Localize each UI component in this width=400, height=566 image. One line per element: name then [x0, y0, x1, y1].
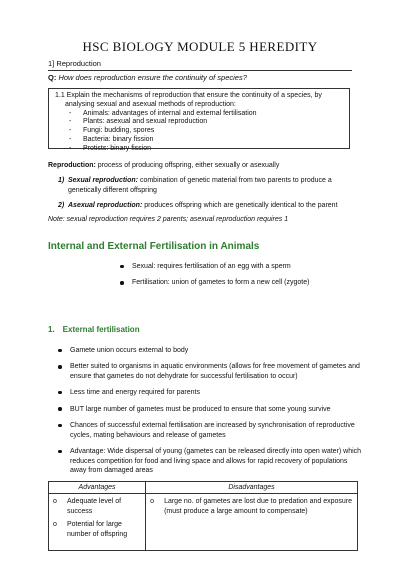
outcome-line-2: analysing sexual and asexual methods of reproduction: — [65, 100, 236, 108]
outcome-item: - Bacteria: binary fission — [69, 135, 154, 143]
bullet-icon — [58, 365, 62, 369]
bullet-icon — [58, 407, 62, 411]
bullet-item: Chances of successful external fertilisation are increased by synchronisation of reproductive cycles, mating behaviours and release of gametes — [48, 421, 363, 440]
disadvantages-header: Disadvantages — [146, 482, 358, 494]
list-item: o Adequate level of success — [53, 498, 122, 515]
bullet-icon — [58, 349, 62, 353]
outcome-item: - Plants: asexual and sexual reproduction — [69, 118, 208, 126]
bullet-icon — [58, 424, 62, 428]
bullet-item: Gamete union occurs external to body — [48, 346, 363, 355]
bullet-icon — [58, 391, 62, 395]
sexual-reproduction-definition: 1) Sexual reproduction: combination of genetic material from two parents to produce a genetically different offspring — [58, 177, 332, 194]
section-divider — [48, 70, 352, 71]
bullet-item: Sexual: requires fertilisation of an egg with a sperm — [110, 262, 355, 271]
focus-question — [48, 73, 247, 83]
bullet-item: Better suited to organisms in aquatic environments (allows for free movement of gametes and ensure that gametes do not dehydrate for successful fertilisation to occur) — [48, 362, 363, 381]
outcome-list — [55, 110, 343, 154]
question-label: Q: — [48, 73, 57, 82]
syllabus-outcome-box — [48, 88, 350, 152]
page-title: HSC BIOLOGY MODULE 5 HEREDITY — [82, 39, 318, 54]
fertilisation-bullets — [110, 262, 355, 295]
external-fertilisation-heading: 1. External fertilisation — [48, 325, 140, 334]
reproduction-note: Note: sexual reproduction requires 2 parents; asexual reproduction requires 1 — [48, 215, 289, 223]
bullet-icon — [120, 265, 124, 269]
bullet-item: Less time and energy required for parents — [48, 388, 363, 397]
section-heading: 1] Reproduction — [48, 59, 101, 68]
reproduction-definition: Reproduction: process of producing offspring, either sexually or asexually — [48, 162, 280, 169]
advantages-table — [48, 481, 358, 551]
disadvantages-cell — [146, 494, 358, 551]
fertilisation-heading: Internal and External Fertilisation in Animals — [48, 241, 260, 252]
bullet-item: BUT large number of gametes must be produced to ensure that some young survive — [48, 405, 363, 414]
outcome-item: - Animals: advantages of internal and external fertilisation — [69, 109, 257, 117]
list-item: o Large no. of gametes are lost due to predation and exposure (must produce a large amount to compensate) — [150, 498, 353, 515]
bullet-item: Fertilisation: union of gametes to form a new cell (zygote) — [110, 278, 355, 287]
bullet-icon — [120, 281, 124, 285]
list-item: o Potential for large number of offspring — [53, 521, 128, 538]
bullet-icon — [58, 450, 62, 454]
advantages-cell — [49, 494, 146, 551]
question-text: How does reproduction ensure the continuity of species? — [58, 73, 247, 82]
bullet-item: Advantage: Wide dispersal of young (gametes can be released directly into open water) which reduces competition for food and living space and allows for rapid recovery of populations away from damaged areas — [48, 447, 363, 475]
definitions — [48, 161, 358, 224]
outcome-line-1: 1.1 Explain the mechanisms of reproduction that ensure the continuity of a species, by — [55, 92, 322, 99]
outcome-item: - Protists: binary fission — [69, 144, 152, 152]
asexual-reproduction-definition: 2) Asexual reproduction: produces offspring which are genetically identical to the parent — [58, 202, 338, 210]
external-fertilisation-bullets — [48, 346, 363, 482]
advantages-header: Advantages — [49, 482, 146, 494]
outcome-item: - Fungi: budding, spores — [69, 127, 155, 134]
